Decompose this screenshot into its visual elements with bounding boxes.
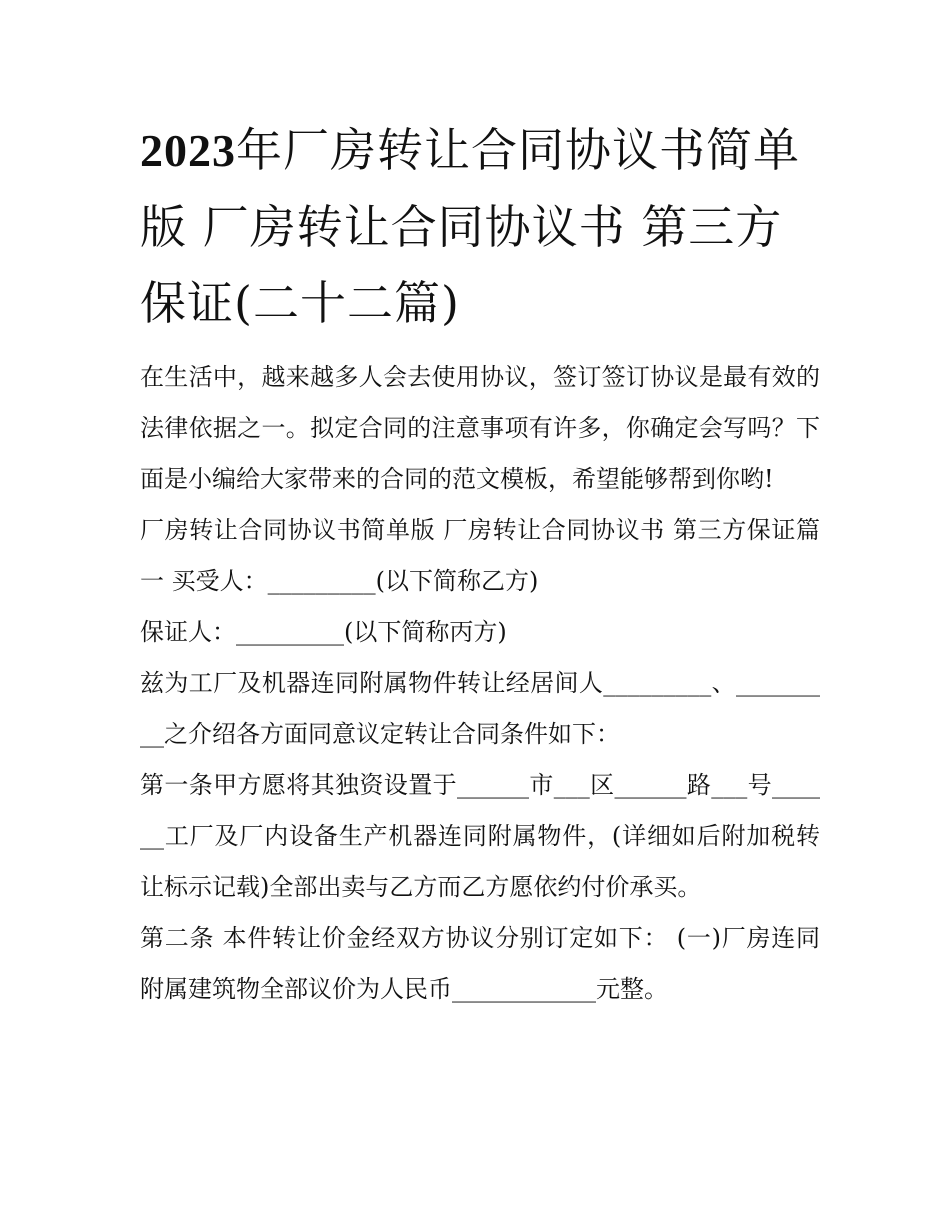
- title-text: 年厂房转让合同协议书简单版 厂房转让合同协议书 第三方保证(二十二篇): [140, 123, 800, 330]
- buyer-paragraph: 厂房转让合同协议书简单版 厂房转让合同协议书 第三方保证篇一 买受人：_________(以下简称乙方): [140, 516, 820, 595]
- article-two-paragraph: 第二条 本件转让价金经双方协议分别订定如下： (一)厂房连同附属建筑物全部议价为人民币____________元整。: [140, 924, 820, 1003]
- intermediary-paragraph: 兹为工厂及机器连同附属物件转让经居间人_________、_________之介绍各方面同意议定转让合同条件如下：: [140, 669, 820, 748]
- guarantor-paragraph: 保证人：_________(以下简称丙方): [140, 618, 507, 646]
- document-title: [140, 112, 820, 341]
- document-body: [140, 352, 820, 1015]
- article-one-paragraph: 第一条甲方愿将其独资设置于______市___区______路___号______工厂及厂内设备生产机器连同附属物件，(详细如后附加税转让标示记载)全部出卖与乙方而乙方愿依约付价承买。: [140, 771, 820, 901]
- title-year: 2023: [140, 125, 236, 176]
- intro-paragraph: 在生活中，越来越多人会去使用协议，签订签订协议是最有效的法律依据之一。拟定合同的注意事项有许多，你确定会写吗？下面是小编给大家带来的合同的范文模板，希望能够帮到你哟!: [140, 363, 820, 493]
